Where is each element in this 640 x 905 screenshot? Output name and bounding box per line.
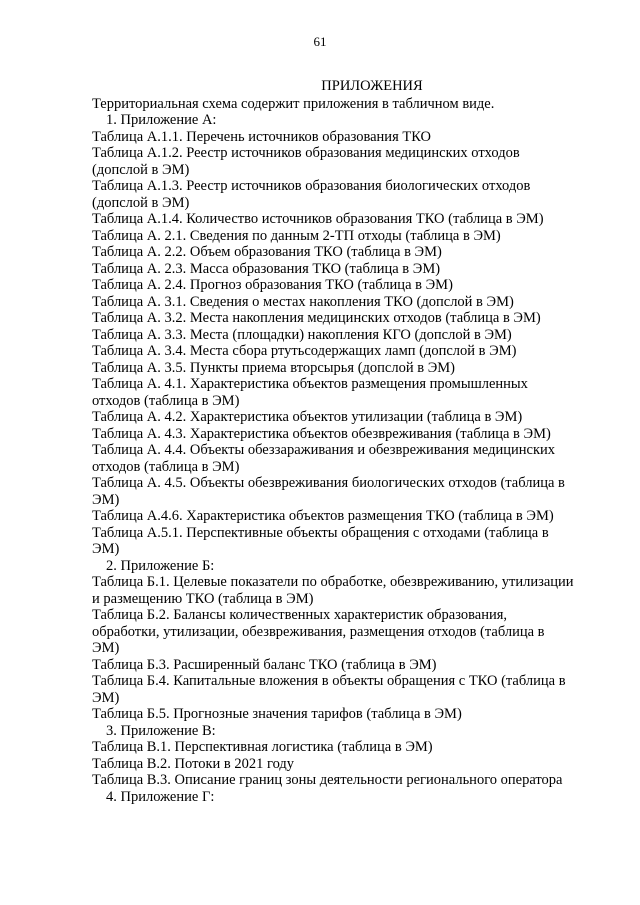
table-list-item: ЭМ) <box>92 640 120 656</box>
page-title: ПРИЛОЖЕНИЯ <box>321 78 423 94</box>
table-list-item: Таблица А. 4.2. Характеристика объектов утилизации (таблица в ЭМ) <box>92 409 523 425</box>
table-list-item: Таблица В.1. Перспективная логистика (таблица в ЭМ) <box>92 739 433 755</box>
table-list-item: Таблица А.1.3. Реестр источников образования биологических отходов <box>92 178 531 194</box>
table-list-item: Таблица А.1.4. Количество источников образования ТКО (таблица в ЭМ) <box>92 211 544 227</box>
table-list-item: ЭМ) <box>92 491 120 508</box>
table-list-item: Таблица А. 3.5. Пункты приема вторсырья (допслой в ЭМ) <box>92 359 455 376</box>
table-list-item: Таблица А. 3.1. Сведения о местах накопления ТКО (допслой в ЭМ) <box>92 293 514 310</box>
section-title: 1. Приложение А: <box>106 112 217 128</box>
table-list-item: Таблица А.4.6. Характеристика объектов размещения ТКО (таблица в ЭМ) <box>92 508 554 524</box>
table-list-item: Таблица А.1.1. Перечень источников образования ТКО <box>92 128 432 145</box>
table-list-item: и размещению ТКО (таблица в ЭМ) <box>92 590 314 607</box>
table-list-item: ЭМ) <box>92 541 120 557</box>
table-list-item: Таблица А. 3.4. Места сбора ртутьсодержащих ламп (допслой в ЭМ) <box>92 343 517 359</box>
intro-text: Территориальная схема содержит приложения в табличном виде. <box>92 95 495 112</box>
table-list-item: Таблица А. 3.3. Места (площадки) накопления КГО (допслой в ЭМ) <box>92 326 512 343</box>
table-list-item: Таблица А.1.2. Реестр источников образования медицинских отходов <box>92 145 520 161</box>
table-list-item: Таблица Б.1. Целевые показатели по обработке, обезвреживанию, утилизации <box>92 574 574 590</box>
table-list-item: Таблица А. 4.1. Характеристика объектов размещения промышленных <box>92 376 528 392</box>
appendix-sections <box>92 112 602 805</box>
table-list-item: Таблица А.5.1. Перспективные объекты обращения с отходами (таблица в <box>92 524 549 541</box>
page-number: 61 <box>313 34 327 49</box>
table-list-item: (допслой в ЭМ) <box>92 194 190 211</box>
table-list-item: Таблица А. 4.5. Объекты обезвреживания биологических отходов (таблица в <box>92 475 565 491</box>
table-list-item: отходов (таблица в ЭМ) <box>92 458 240 475</box>
section-title: 4. Приложение Г: <box>106 788 215 805</box>
table-list-item: Таблица А. 2.1. Сведения по данным 2-ТП отходы (таблица в ЭМ) <box>92 227 501 244</box>
table-list-item: Таблица А. 2.2. Объем образования ТКО (таблица в ЭМ) <box>92 244 442 260</box>
table-list-item: обработки, утилизации, обезвреживания, размещения отходов (таблица в <box>92 623 545 640</box>
table-list-item: Таблица А. 4.3. Характеристика объектов обезвреживания (таблица в ЭМ) <box>92 425 551 442</box>
table-list-item: Таблица В.2. Потоки в 2021 году <box>92 755 295 772</box>
table-list-item: Таблица Б.5. Прогнозные значения тарифов (таблица в ЭМ) <box>92 706 462 722</box>
table-list-item: Таблица А. 2.4. Прогноз образования ТКО (таблица в ЭМ) <box>92 277 453 293</box>
appendix-content <box>92 78 602 805</box>
table-list-item: Таблица Б.4. Капитальные вложения в объекты обращения с ТКО (таблица в <box>92 673 566 689</box>
table-list-item: Таблица А. 3.2. Места накопления медицинских отходов (таблица в ЭМ) <box>92 310 541 326</box>
table-list-item: Таблица В.3. Описание границ зоны деятельности регионального оператора <box>92 772 563 788</box>
table-list-item: Таблица Б.3. Расширенный баланс ТКО (таблица в ЭМ) <box>92 656 437 673</box>
table-list-item: Таблица А. 4.4. Объекты обеззараживания и обезвреживания медицинских <box>92 442 556 458</box>
section-title: 3. Приложение В: <box>106 722 216 739</box>
table-list-item: (допслой в ЭМ) <box>92 161 190 178</box>
table-list-item: отходов (таблица в ЭМ) <box>92 392 240 409</box>
table-list-item: Таблица А. 2.3. Масса образования ТКО (таблица в ЭМ) <box>92 260 441 277</box>
table-list-item: ЭМ) <box>92 689 120 706</box>
section-title: 2. Приложение Б: <box>106 557 215 574</box>
table-list-item: Таблица Б.2. Балансы количественных характеристик образования, <box>92 607 508 623</box>
